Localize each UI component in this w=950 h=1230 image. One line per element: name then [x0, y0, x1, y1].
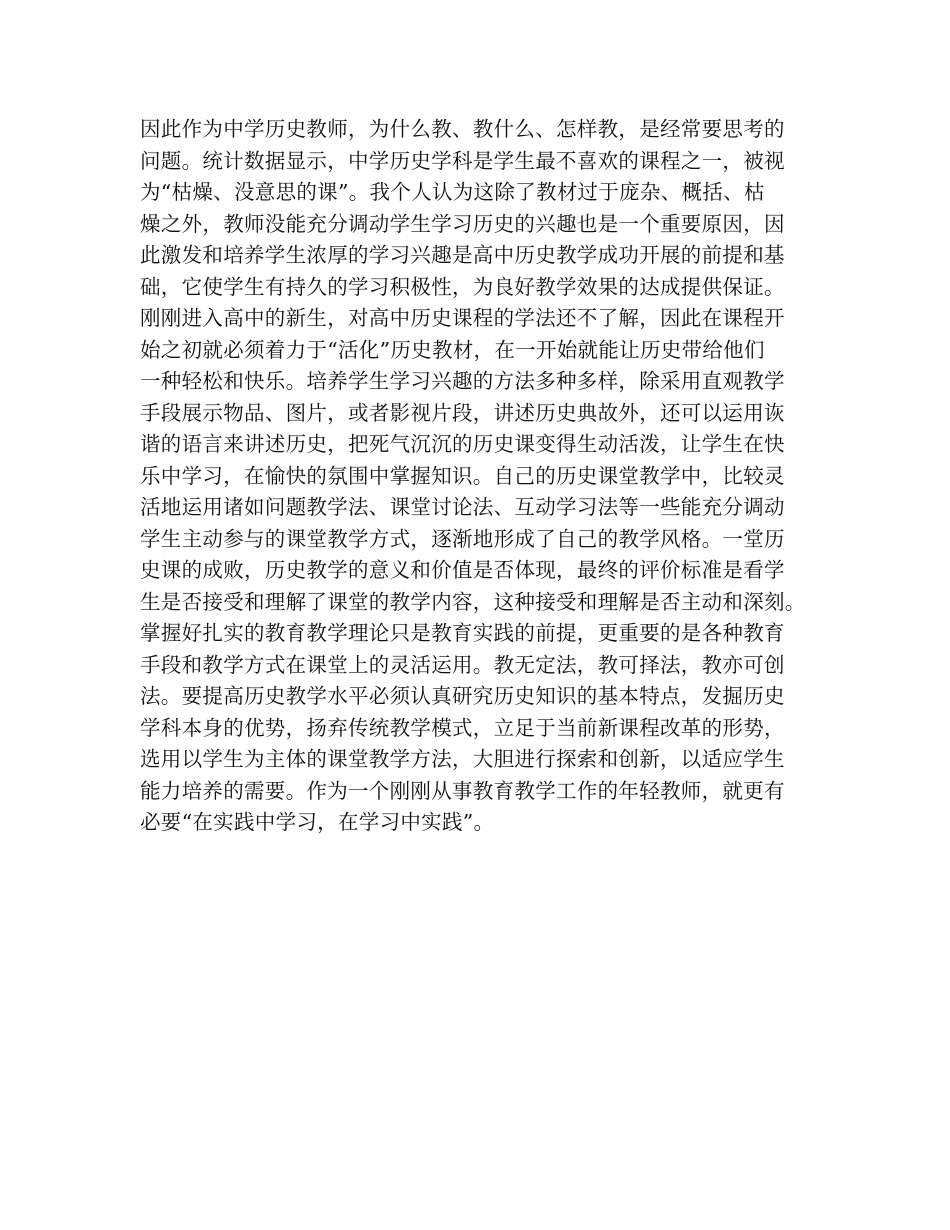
text-line: 掌握好扎实的教育教学理论只是教育实践的前提，更重要的是各种教育: [140, 621, 785, 645]
text-line: 必要“在实践中学习，在学习中实践”。: [140, 810, 495, 834]
text-line: 燥之外，教师没能充分调动学生学习历史的兴趣也是一个重要原因，因: [140, 211, 785, 236]
text-line: 乐中学习，在愉快的氛围中掌握知识。自己的历史课堂教学中，比较灵: [140, 463, 785, 488]
text-line: 此激发和培养学生浓厚的学习兴趣是高中历史教学成功开展的前提和基: [140, 243, 785, 267]
text-line: 生是否接受和理解了课堂的教学内容，这种接受和理解是否主动和深刻。: [140, 589, 806, 614]
text-line: 为“枯燥、没意思的课”。我个人认为这除了教材过于庞杂、概括、枯: [140, 180, 765, 204]
text-line: 刚刚进入高中的新生，对高中历史课程的学法还不了解，因此在课程开: [140, 306, 785, 330]
text-line: 学生主动参与的课堂教学方式，逐渐地形成了自己的教学风格。一堂历: [140, 526, 785, 551]
text-line: 谐的语言来讲述历史，把死气沉沉的历史课变得生动活泼，让学生在快: [140, 432, 785, 456]
text-line: 始之初就必须着力于“活化”历史教材，在一开始就能让历史带给他们: [140, 337, 765, 362]
text-line: 问题。统计数据显示，中学历史学科是学生最不喜欢的课程之一，被视: [140, 148, 785, 173]
text-line: 活地运用诸如问题教学法、课堂讨论法、互动学习法等一些能充分调动: [140, 495, 785, 519]
text-line: 手段和教学方式在课堂上的灵活运用。教无定法，教可择法，教亦可创: [140, 652, 785, 677]
text-line: 一种轻松和快乐。培养学生学习兴趣的方法多种多样，除采用直观教学: [140, 369, 785, 393]
text-line: 法。要提高历史教学水平必须认真研究历史知识的基本特点，发掘历史: [140, 684, 785, 708]
text-line: 学科本身的优势，扬弃传统教学模式，立足于当前新课程改革的形势，: [140, 715, 785, 740]
text-line: 础，它使学生有持久的学习积极性，为良好教学效果的达成提供保证。: [140, 274, 785, 299]
text-line: 手段展示物品、图片，或者影视片段，讲述历史典故外，还可以运用诙: [140, 400, 785, 425]
text-line: 因此作为中学历史教师，为什么教、教什么、怎样教，是经常要思考的: [140, 117, 785, 141]
body-text: [140, 114, 840, 839]
text-line: 选用以学生为主体的课堂教学方法，大胆进行探索和创新，以适应学生: [140, 747, 785, 771]
text-line: 能力培养的需要。作为一个刚刚从事教育教学工作的年轻教师，就更有: [140, 778, 785, 803]
text-line: 史课的成败，历史教学的意义和价值是否体现，最终的评价标准是看学: [140, 558, 785, 582]
